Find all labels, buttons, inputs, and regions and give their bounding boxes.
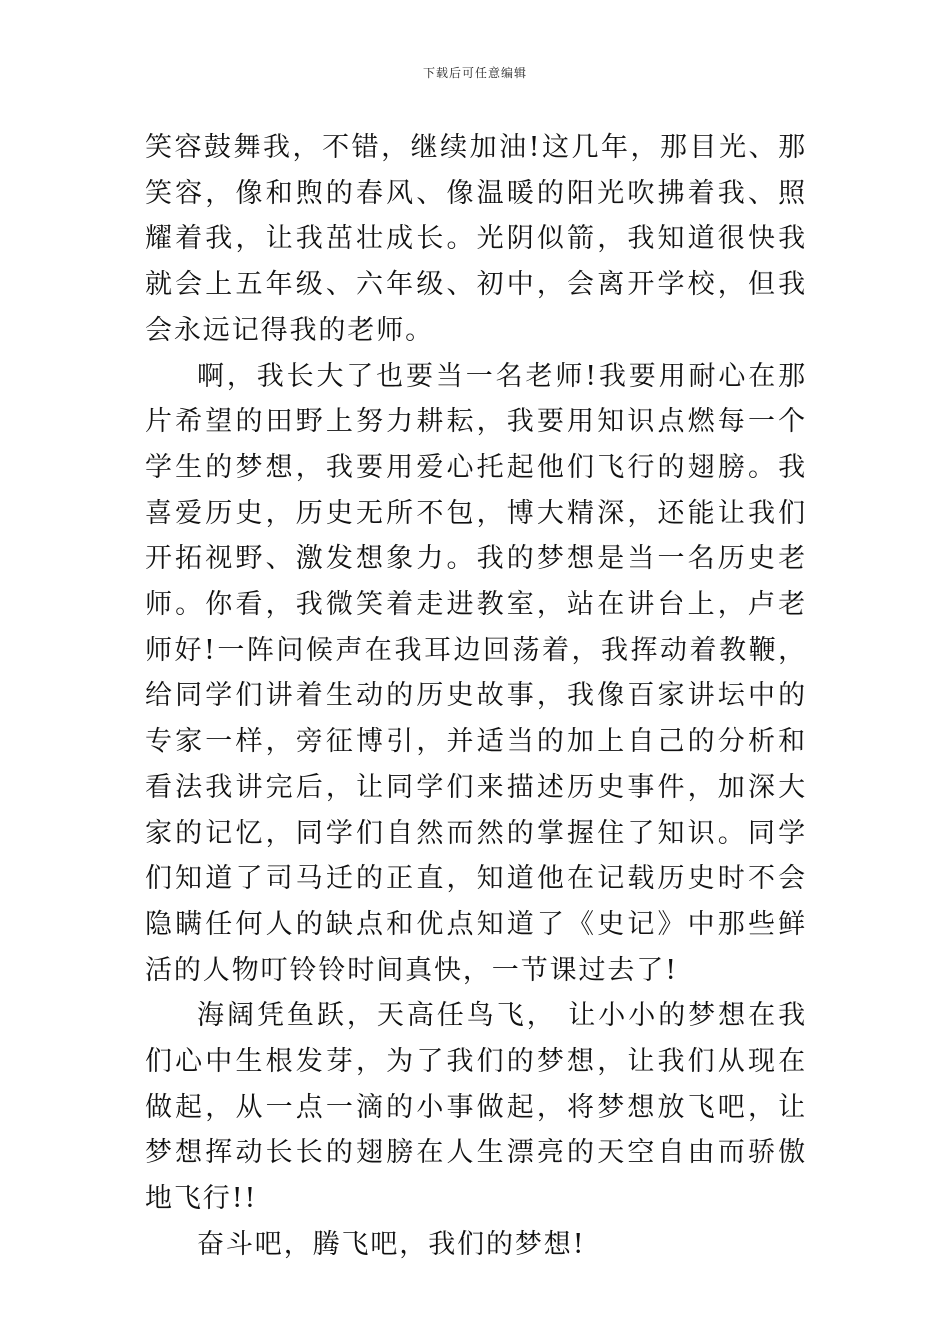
- page-header: 下载后可任意编辑: [422, 66, 527, 80]
- paragraph-1: 笑容鼓舞我，不错，继续加油!这几年，那目光、那笑容，像和煦的春风、像温暖的阳光吹拂着我、照耀着我，让我茁壮成长。光阴似箭，我知道很快我就会上五年级、六年级、初中，会离开学校，但我会永远记得我的老师。: [145, 132, 807, 346]
- paragraph-2: 啊，我长大了也要当一名老师!我要用耐心在那片希望的田野上努力耕耘，我要用知识点燃每一个学生的梦想，我要用爱心托起他们飞行的翅膀。我喜爱历史，历史无所不包，博大精深，还能让我们开拓视野、激发想象力。我的梦想是当一名历史老师。你看，我微笑着走进教室，站在讲台上，卢老师好!一阵问候声在我耳边回荡着，我挥动着教鞭，给同学们讲着生动的历史故事，我像百家讲坛中的专家一样，旁征博引，并适当的加上自己的分析和看法我讲完后，让同学们来描述历史事件，加深大家的记忆，同学们自然而然的掌握住了知识。同学们知道了司马迁的正直，知道他在记载历史时不会隐瞒任何人的缺点和优点知道了《史记》中那些鲜活的人物叮铃铃时间真快，一节课过去了!: [145, 360, 807, 986]
- paragraph-3: 海阔凭鱼跃，天高任鸟飞， 让小小的梦想在我们心中生根发芽，为了我们的梦想，让我们从现在做起，从一点一滴的小事做起，将梦想放飞吧，让梦想挥动长长的翅膀在人生漂亮的天空自由而骄傲地飞行!!: [145, 1000, 807, 1215]
- document-body: [145, 125, 807, 1268]
- paragraph-4: 奋斗吧，腾飞吧，我们的梦想!: [197, 1228, 586, 1260]
